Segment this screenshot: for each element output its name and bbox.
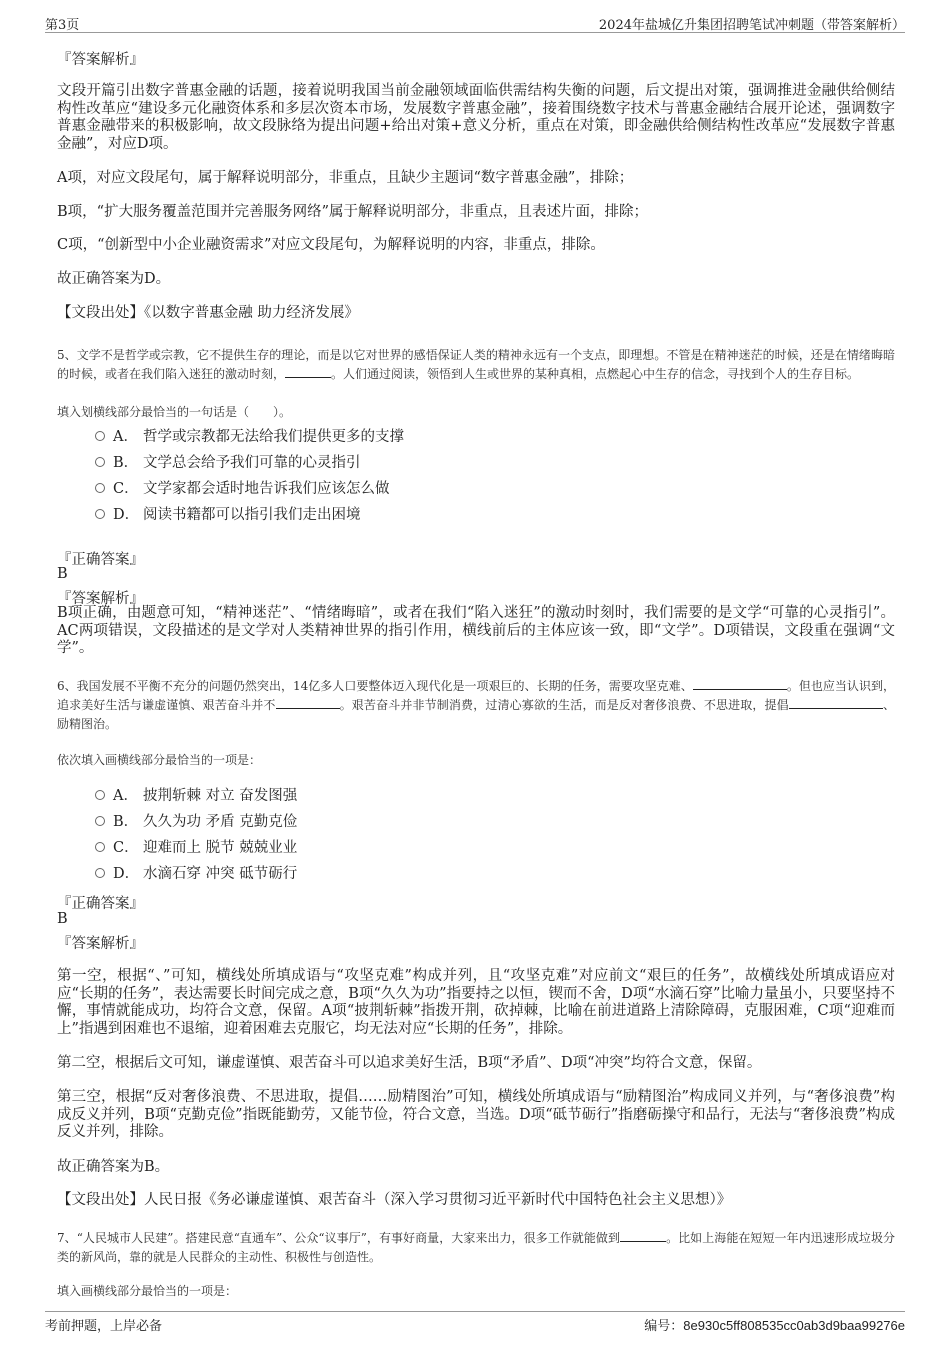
radio-icon[interactable] bbox=[95, 457, 105, 467]
document-code bbox=[644, 1315, 905, 1334]
radio-icon[interactable] bbox=[95, 816, 105, 826]
option-text: 哲学或宗教都无法给我们提供更多的支撑 bbox=[143, 429, 404, 445]
page-header bbox=[45, 12, 905, 33]
q6-stem bbox=[57, 677, 895, 734]
q4-source: 【文段出处】《以数字普惠金融 助力经济发展》 bbox=[57, 305, 359, 321]
option-text: 文学家都会适时地告诉我们应该怎么做 bbox=[143, 481, 390, 497]
radio-icon[interactable] bbox=[95, 790, 105, 800]
option-letter: B． bbox=[113, 455, 139, 471]
q5-stem bbox=[57, 346, 895, 384]
q4-analysis-label: 『答案解析』 bbox=[57, 52, 144, 68]
q6-analysis-p1: 第一空，根据“、”可知，横线处所填成语与“攻坚克难”构成并列，且“攻坚克难”对应前文“艰巨的任务”，故横线处所填成语应对应“长期的任务”，表达需要长时间完成之意，B项“久久为功”指要持之以恒，锲而不舍，D项“水滴石穿”比喻力量虽小，只要坚持不懈，事情就能成功，均符合文意，保留。A项“披荆斩棘”指拨开荆，砍掉棘，比喻在前进道路上清除障碍，克服困难，C项“迎难而上”指遇到困难也不退缩，迎着困难去克服它，均无法对应“长期的任务”，排除。 bbox=[57, 968, 895, 1037]
q4-analysis-b: B项，“扩大服务覆盖范围并完善服务网络”属于解释说明部分，非重点，且表述片面，排除； bbox=[57, 204, 648, 220]
footer-slogan: 考前押题，上岸必备 bbox=[45, 1319, 163, 1334]
option-text: 披荆斩棘 对立 奋发图强 bbox=[143, 788, 298, 804]
q5-option-b[interactable] bbox=[95, 453, 361, 473]
option-letter: C． bbox=[113, 840, 139, 856]
q7-prompt: 填入画横线部分最恰当的一项是： bbox=[57, 1284, 238, 1298]
q5-stem-post: 。人们通过阅读，领悟到人生或世界的某种真相，点燃起心中生存的信念，寻找到个人的生存目标。 bbox=[331, 367, 860, 381]
q6-stem-4: 、励精图治。 bbox=[57, 698, 895, 731]
q5-blank bbox=[285, 365, 331, 378]
q5-stem-pre: 5、文学不是哲学或宗教，它不提供生存的理论，而是以它对世界的感悟保证人类的精神永远有一个支点，即理想。不管是在精神迷茫的时候，还是在情绪晦暗的时候，或者在我们陷入迷狂的激动时刻， bbox=[57, 348, 895, 381]
q6-source: 【文段出处】人民日报《务必谦虚谨慎、艰苦奋斗（深入学习贯彻习近平新时代中国特色社会主义思想）》 bbox=[57, 1192, 732, 1208]
option-letter: C． bbox=[113, 481, 139, 497]
q6-prompt: 依次填入画横线部分最恰当的一项是： bbox=[57, 753, 262, 767]
q6-blank-1 bbox=[693, 677, 787, 690]
q6-blank-2 bbox=[276, 696, 340, 709]
q5-analysis-label: 『答案解析』 bbox=[57, 591, 144, 607]
q6-blank-3 bbox=[789, 696, 883, 709]
option-letter: B． bbox=[113, 814, 139, 830]
q6-stem-2: 。但也应当认识到，追求美好生活与谦虚谨慎、艰苦奋斗并不 bbox=[57, 679, 895, 712]
radio-icon[interactable] bbox=[95, 431, 105, 441]
q7-stem-pre: 7、“人民城市人民建”。搭建民意“直通车”、公众“议事厅”，有事好商量，大家来出力，很多工作就能做到 bbox=[57, 1231, 621, 1245]
q6-option-a[interactable] bbox=[95, 786, 297, 806]
q4-analysis-p1: 文段开篇引出数字普惠金融的话题，接着说明我国当前金融领域面临供需结构失衡的问题，后文提出对策，强调推进金融供给侧结构性改革应“建设多元化融资体系和多层次资本市场，发展数字普惠金融”，接着围绕数字技术与普惠金融结合展开论述，强调数字普惠金融带来的积极影响，故文段脉络为提出问题+给出对策+意义分析，重点在对策，即金融供给侧结构性改革应“发展数字普惠金融”，对应D项。 bbox=[57, 83, 895, 152]
option-text: 文学总会给予我们可靠的心灵指引 bbox=[143, 455, 361, 471]
page-footer bbox=[45, 1311, 905, 1334]
q7-stem bbox=[57, 1229, 895, 1267]
q6-option-c[interactable] bbox=[95, 838, 297, 858]
option-letter: D． bbox=[113, 507, 140, 523]
q6-analysis-label: 『答案解析』 bbox=[57, 936, 144, 952]
q6-option-b[interactable] bbox=[95, 812, 297, 832]
q6-analysis-p2: 第二空，根据后文可知，谦虚谨慎、艰苦奋斗可以追求美好生活，B项“矛盾”、D项“冲突”均符合文意，保留。 bbox=[57, 1055, 762, 1071]
q5-answer-label: 『正确答案』 bbox=[57, 552, 144, 568]
radio-icon[interactable] bbox=[95, 868, 105, 878]
q5-option-a[interactable] bbox=[95, 427, 404, 447]
q7-stem-post: 。比如上海能在短短一年内迅速形成垃圾分类的新风尚，靠的就是人民群众的主动性、积极性与创造性。 bbox=[57, 1231, 895, 1264]
q6-conclusion: 故正确答案为B。 bbox=[57, 1159, 170, 1175]
option-letter: D． bbox=[113, 866, 140, 882]
q6-option-d[interactable] bbox=[95, 864, 297, 884]
radio-icon[interactable] bbox=[95, 483, 105, 493]
q5-option-d[interactable] bbox=[95, 505, 361, 525]
option-text: 迎难而上 脱节 兢兢业业 bbox=[143, 840, 298, 856]
option-text: 阅读书籍都可以指引我们走出困境 bbox=[143, 507, 361, 523]
document-title: 2024年盐城亿升集团招聘笔试冲刺题（带答案解析） bbox=[598, 18, 905, 33]
code-value: 8e930c5ff808535cc0ab3d9baa99276e bbox=[683, 1318, 905, 1333]
page-number: 第3页 bbox=[45, 18, 80, 33]
q6-analysis-p3: 第三空，根据“反对奢侈浪费、不思进取，提倡……励精图治”可知，横线处所填成语与“励精图治”构成同义并列，与“奢侈浪费”构成反义并列，B项“克勤克俭”指既能勤劳，又能节俭，符合文意，当选。D项“砥节砺行”指磨砺操守和品行，无法与“奢侈浪费”构成反义并列，排除。 bbox=[57, 1089, 895, 1140]
q5-prompt: 填入划横线部分最恰当的一句话是（ ）。 bbox=[57, 405, 292, 419]
option-letter: A． bbox=[113, 429, 138, 445]
q6-answer: B bbox=[57, 911, 68, 927]
q6-stem-3: 。艰苦奋斗并非节制消费，过清心寡欲的生活，而是反对奢侈浪费、不思进取，提倡 bbox=[339, 698, 789, 712]
q4-analysis-c: C项，“创新型中小企业融资需求”对应文段尾句，为解释说明的内容，非重点，排除。 bbox=[57, 237, 605, 253]
code-label: 编号： bbox=[644, 1319, 684, 1334]
q6-answer-label: 『正确答案』 bbox=[57, 896, 144, 912]
q5-answer: B bbox=[57, 566, 68, 582]
option-letter: A． bbox=[113, 788, 138, 804]
q4-analysis-a: A项，对应文段尾句，属于解释说明部分，非重点，且缺少主题词“数字普惠金融”，排除； bbox=[57, 170, 634, 186]
q7-blank bbox=[620, 1229, 666, 1242]
option-text: 久久为功 矛盾 克勤克俭 bbox=[143, 814, 298, 830]
option-text: 水滴石穿 冲突 砥节砺行 bbox=[143, 866, 298, 882]
q5-option-c[interactable] bbox=[95, 479, 390, 499]
q5-analysis: B项正确，由题意可知，“精神迷茫”、“情绪晦暗”，或者在我们“陷入迷狂”的激动时刻时，我们需要的是文学“可靠的心灵指引”。AC两项错误，文段描述的是文学对人类精神世界的指引作用，横线前后的主体应该一致，即“文学”。D项错误，文段重在强调“文学”。 bbox=[57, 605, 895, 656]
radio-icon[interactable] bbox=[95, 509, 105, 519]
q4-conclusion: 故正确答案为D。 bbox=[57, 271, 171, 287]
radio-icon[interactable] bbox=[95, 842, 105, 852]
q6-stem-1: 6、我国发展不平衡不充分的问题仍然突出，14亿多人口要整体迈入现代化是一项艰巨的、长期的任务，需要攻坚克难、 bbox=[57, 679, 693, 693]
